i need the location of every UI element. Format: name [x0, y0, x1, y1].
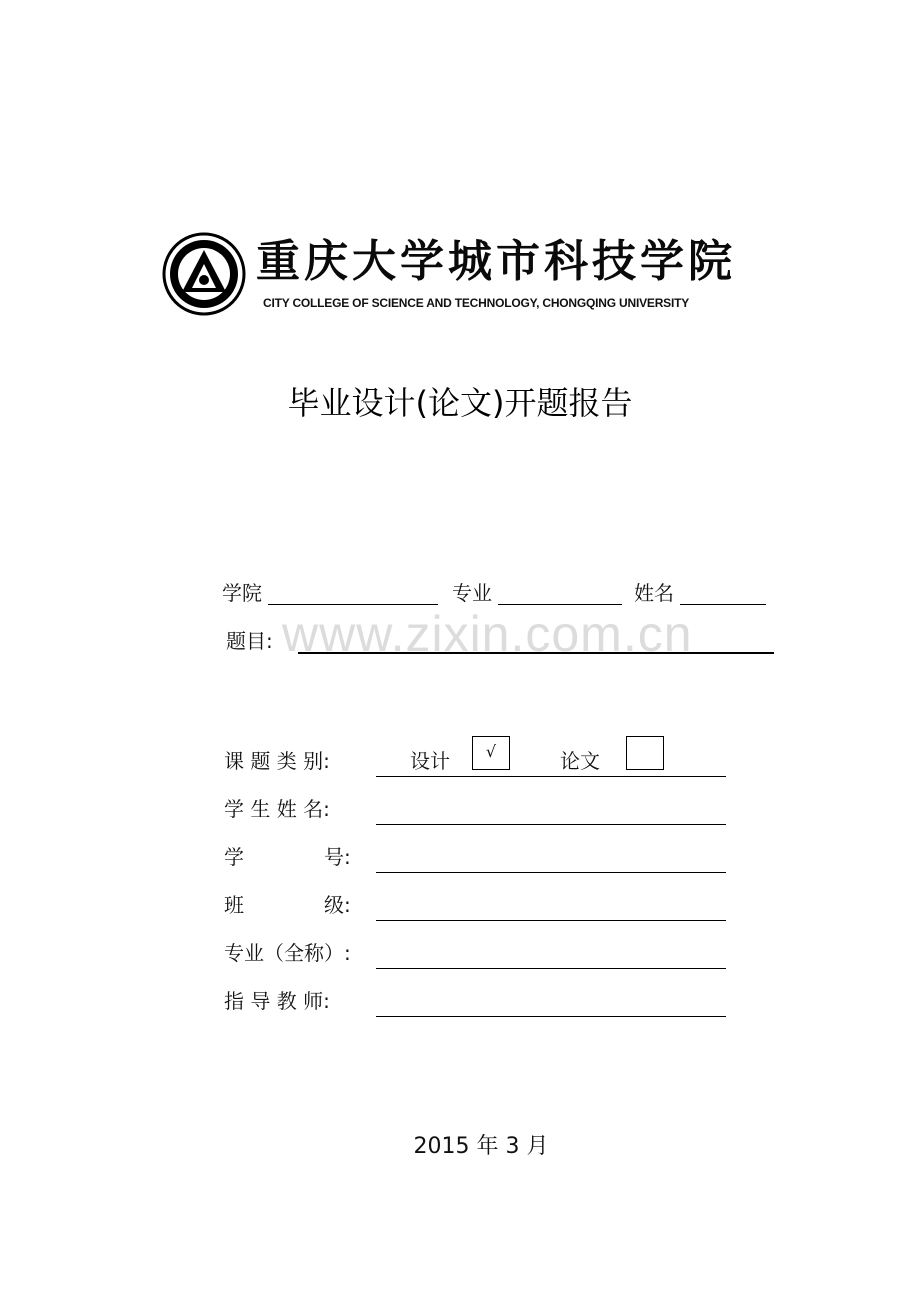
student-id-field[interactable]: [376, 872, 726, 873]
major-label: 专业: [452, 581, 492, 605]
advisor-field[interactable]: [376, 1016, 726, 1017]
topic-field[interactable]: [298, 652, 774, 654]
category-label: 课 题 类 别:: [224, 749, 330, 773]
category-line: [376, 776, 726, 777]
school-header: [162, 228, 762, 318]
name-field[interactable]: [680, 604, 766, 605]
category-row: [224, 742, 744, 782]
advisor-label: 指 导 教 师:: [224, 989, 330, 1013]
design-checkbox[interactable]: √: [472, 736, 510, 770]
advisor-row: [224, 982, 744, 1022]
school-seal-logo: [162, 232, 246, 316]
major-full-label: 专业（全称）:: [224, 941, 351, 965]
student-name-label: 学 生 姓 名:: [224, 797, 330, 821]
watermark: www.zixin.com.cn: [282, 606, 693, 662]
major-full-row: [224, 934, 744, 974]
student-id-label: 学 号:: [224, 845, 351, 869]
topic-label: 题目:: [226, 629, 273, 653]
school-name-en: CITY COLLEGE OF SCIENCE AND TECHNOLOGY, CHONGQING UNIVERSITY: [263, 296, 690, 310]
student-name-field[interactable]: [376, 824, 726, 825]
class-field[interactable]: [376, 920, 726, 921]
name-label: 姓名: [634, 581, 674, 605]
design-option-label: 设计: [410, 749, 450, 773]
thesis-checkbox[interactable]: [626, 736, 664, 770]
major-full-field[interactable]: [376, 968, 726, 969]
report-date: 2015 年 3 月: [413, 1134, 549, 1159]
report-title: 毕业设计(论文)开题报告: [287, 384, 633, 422]
thesis-option-label: 论文: [560, 749, 600, 773]
school-name-cn: 重庆大学城市科技学院: [256, 236, 736, 287]
class-row: [224, 886, 744, 926]
student-name-row: [224, 790, 744, 830]
college-label: 学院: [222, 581, 262, 605]
class-label: 班 级:: [224, 893, 351, 917]
student-id-row: [224, 838, 744, 878]
